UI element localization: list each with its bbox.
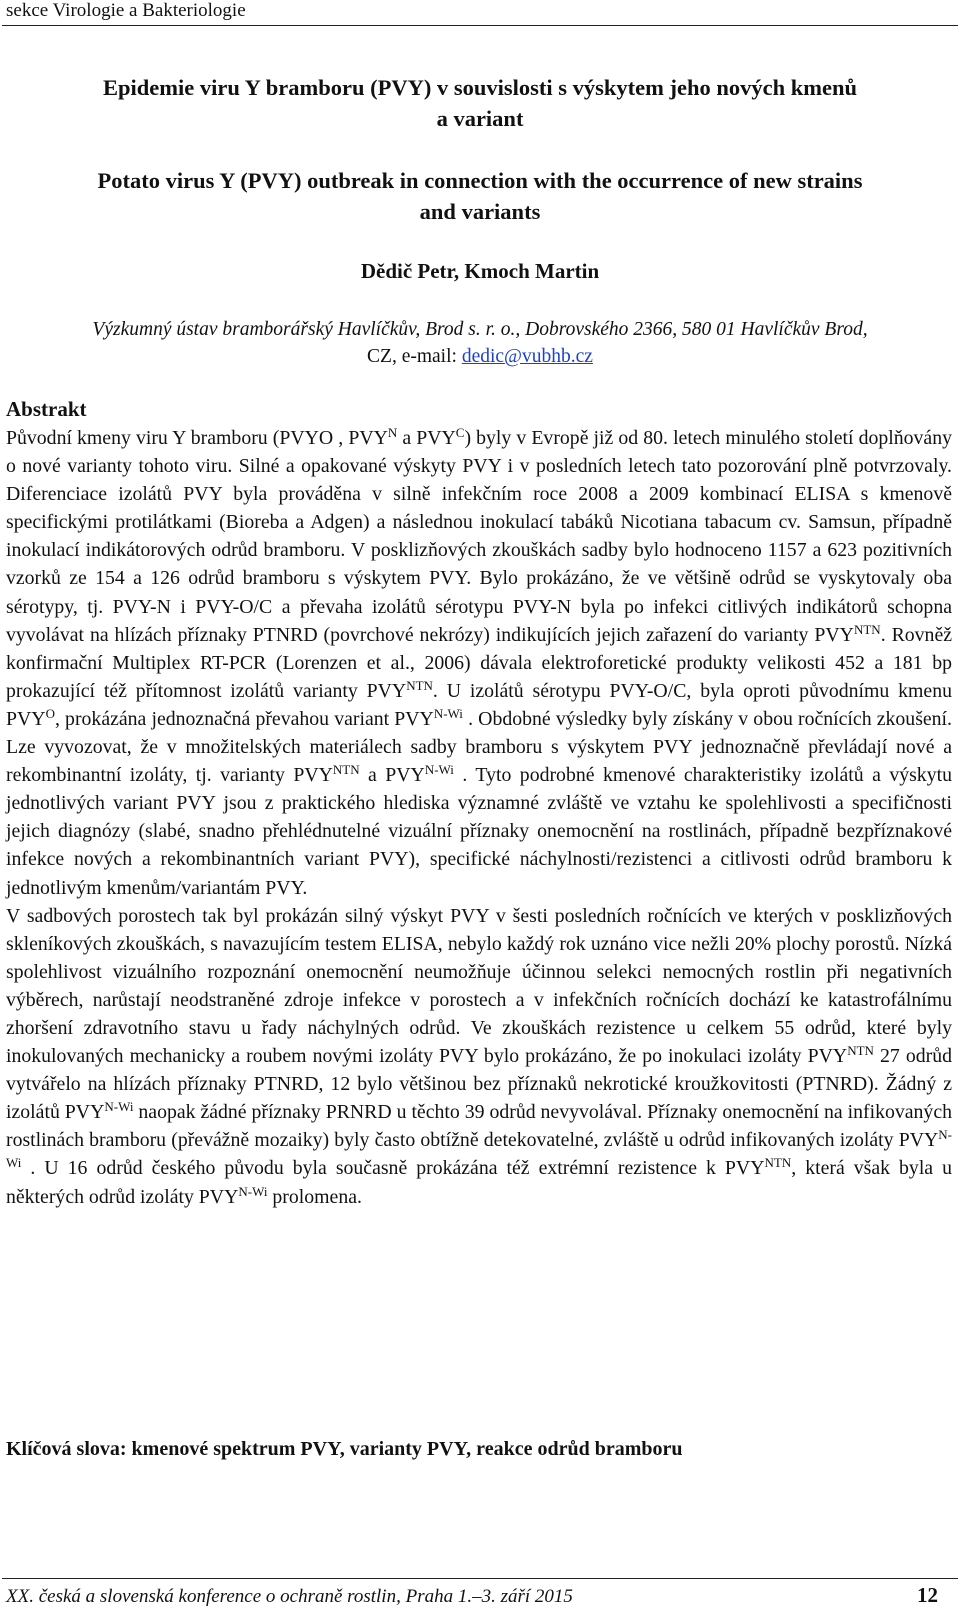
abstract-paragraph-1: Původní kmeny viru Y bramboru (PVYO , $PVY^N$ a $PVY^C$) byly v Evropě již od 80. letech minulého století doplňovány o nové varianty tohoto viru. Silné a opakované výskyty PVY i v posledních letech tato pozorování plně potvrzovaly. Diferenciace izolátů PVY byla prováděna v silně infekčním roce 2008 a 2009 kombinací ELISA s kmenově specifickými protilátkami (Bioreba a Adgen) a následnou inokulací tabáků Nicotiana tabacum cv. Samsun, případně inokulací indikátorových odrůd bramboru. V posklizňových zkouškách sadby bylo hodnoceno 1157 a 623 pozitivních vzorků ze 154 a 126 odrůd bramboru s výskytem PVY. Bylo prokázáno, že ve většině odrůd se vyskytovaly oba sérotypy, tj. PVY-N i PVY-O/C a převaha izolátů sérotypu PVY-N byla po infekci citlivých indikátorů schopna vyvolávat na hlízách příznaky PTNRD (povrchové nekrózy) indikujících jejich zařazení do varianty $PVY^{NTN}$. Rovněž konfirmační Multiplex RT-PCR (Lorenzen et al., 2006) dávala elektroforetické produkty velikosti 452 a 181 bp prokazující též přítomnost izolátů varianty $PVY^{NTN}$. U izolátů sérotypu PVY-O/C, byla oproti původnímu kmenu $PVY^O$, prokázána jednoznačná převahou variant $PVY^{N-Wi}$ . Obdobné výsledky byly získány v obou ročnících zkoušení. Lze vyvozovat, že v množitelských materiálech sadby bramboru s výskytem PVY jednoznačně převládají nové a rekombinantní izoláty, tj. varianty $PVY^{NTN}$ a $PVY^{N-Wi}$ . Tyto podrobné kmenové charakteristiky izolátů a výskytu jednotlivých variant PVY jsou z praktického hlediska významné zvláště ve vztahu ke spolehlivosti a specifičnosti jejich diagnózy (slabé, snadno přehlédnutelné vizuální příznaky onemocnění na rostlinách, případně bezpříznakové infekce nových a rekombinantních variant PVY), specifické náchylnosti/rezistenci a citlivosti odrůd bramboru k jednotlivým kmenům/variantám PVY. bbox=[6, 425, 953, 899]
title-czech-line-2: a variant bbox=[436, 106, 524, 131]
title-czech-line-1: Epidemie viru Y bramboru (PVY) v souvislosti s výskytem jeho nových kmenů bbox=[103, 75, 857, 100]
authors: Dědič Petr, Kmoch Martin bbox=[360, 259, 600, 283]
title-english-line-2: and variants bbox=[419, 199, 541, 224]
header-rule bbox=[2, 25, 958, 26]
page-number: 12 bbox=[917, 1583, 938, 1607]
abstract-paragraph-2: V sadbových porostech tak byl prokázán silný výskyt PVY v šesti posledních ročnících ve kterých v posklizňových skleníkových zkouškách, s navazujícím testem ELISA, nebylo každý rok uznáno vice nežli 20% plochy porostů. Nízká spolehlivost vizuálního rozpoznání onemocnění neumožňuje účinnou selekci nemocných rostlin při negativních výběrech, narůstají neodstraněné zdroje infekce v porostech a v infekčních ročnících dochází ke katastrofálnímu zhoršení zdravotního stavu u řady náchylných odrůd. Ve zkouškách rezistence u celkem 55 odrůd, které byly inokulovaných mechanicky a roubem novými izoláty PVY bylo prokázáno, že po inokulaci izoláty $PVY^{NTN}$ 27 odrůd vytvářelo na hlízách příznaky PTNRD, 12 bylo většinou bez příznaků nekrotické kroužkovitosti (PTNRD). Žádný z izolátů $PVY^{N-Wi}$ naopak žádné příznaky PRNRD u těchto 39 odrůd nevyvolával. Příznaky onemocnění na infikovaných rostlinách bramboru (převážně mozaiky) byly často obtížně detekovatelné, zvláště u odrůd infikovaných izoláty $PVY^{N-Wi}$ . U 16 odrůd českého původu byla současně prokázána též extrémní rezistence k $PVY^{NTN}$, která však byla u některých odrůd izoláty $PVY^{N-Wi}$ prolomena. bbox=[6, 904, 953, 1208]
running-header: sekce Virologie a Bakteriologie bbox=[6, 0, 246, 21]
title-english-line-1: Potato virus Y (PVY) outbreak in connection with the occurrence of new strains bbox=[97, 168, 863, 193]
email-link[interactable]: dedic@vubhb.cz bbox=[461, 346, 593, 367]
affiliation bbox=[4, 316, 956, 370]
footer-rule bbox=[2, 1578, 958, 1579]
keywords: Klíčová slova: kmenové spektrum PVY, varianty PVY, reakce odrůd bramboru bbox=[6, 1438, 683, 1460]
abstract-body bbox=[6, 424, 952, 1211]
title-czech bbox=[4, 72, 956, 134]
footer-conference: XX. česká a slovenská konference o ochraně rostlin, Praha 1.–3. září 2015 bbox=[6, 1586, 573, 1607]
title-english bbox=[4, 165, 956, 227]
abstract-heading: Abstrakt bbox=[6, 397, 87, 421]
affiliation-institution: Výzkumný ústav bramborářský Havlíčkův, Brod s. r. o., Dobrovského 2366, 580 01 Havlíčkův Brod, bbox=[92, 319, 868, 340]
contact-prefix: CZ, e-mail: bbox=[367, 346, 462, 367]
affiliation-contact bbox=[4, 343, 956, 370]
